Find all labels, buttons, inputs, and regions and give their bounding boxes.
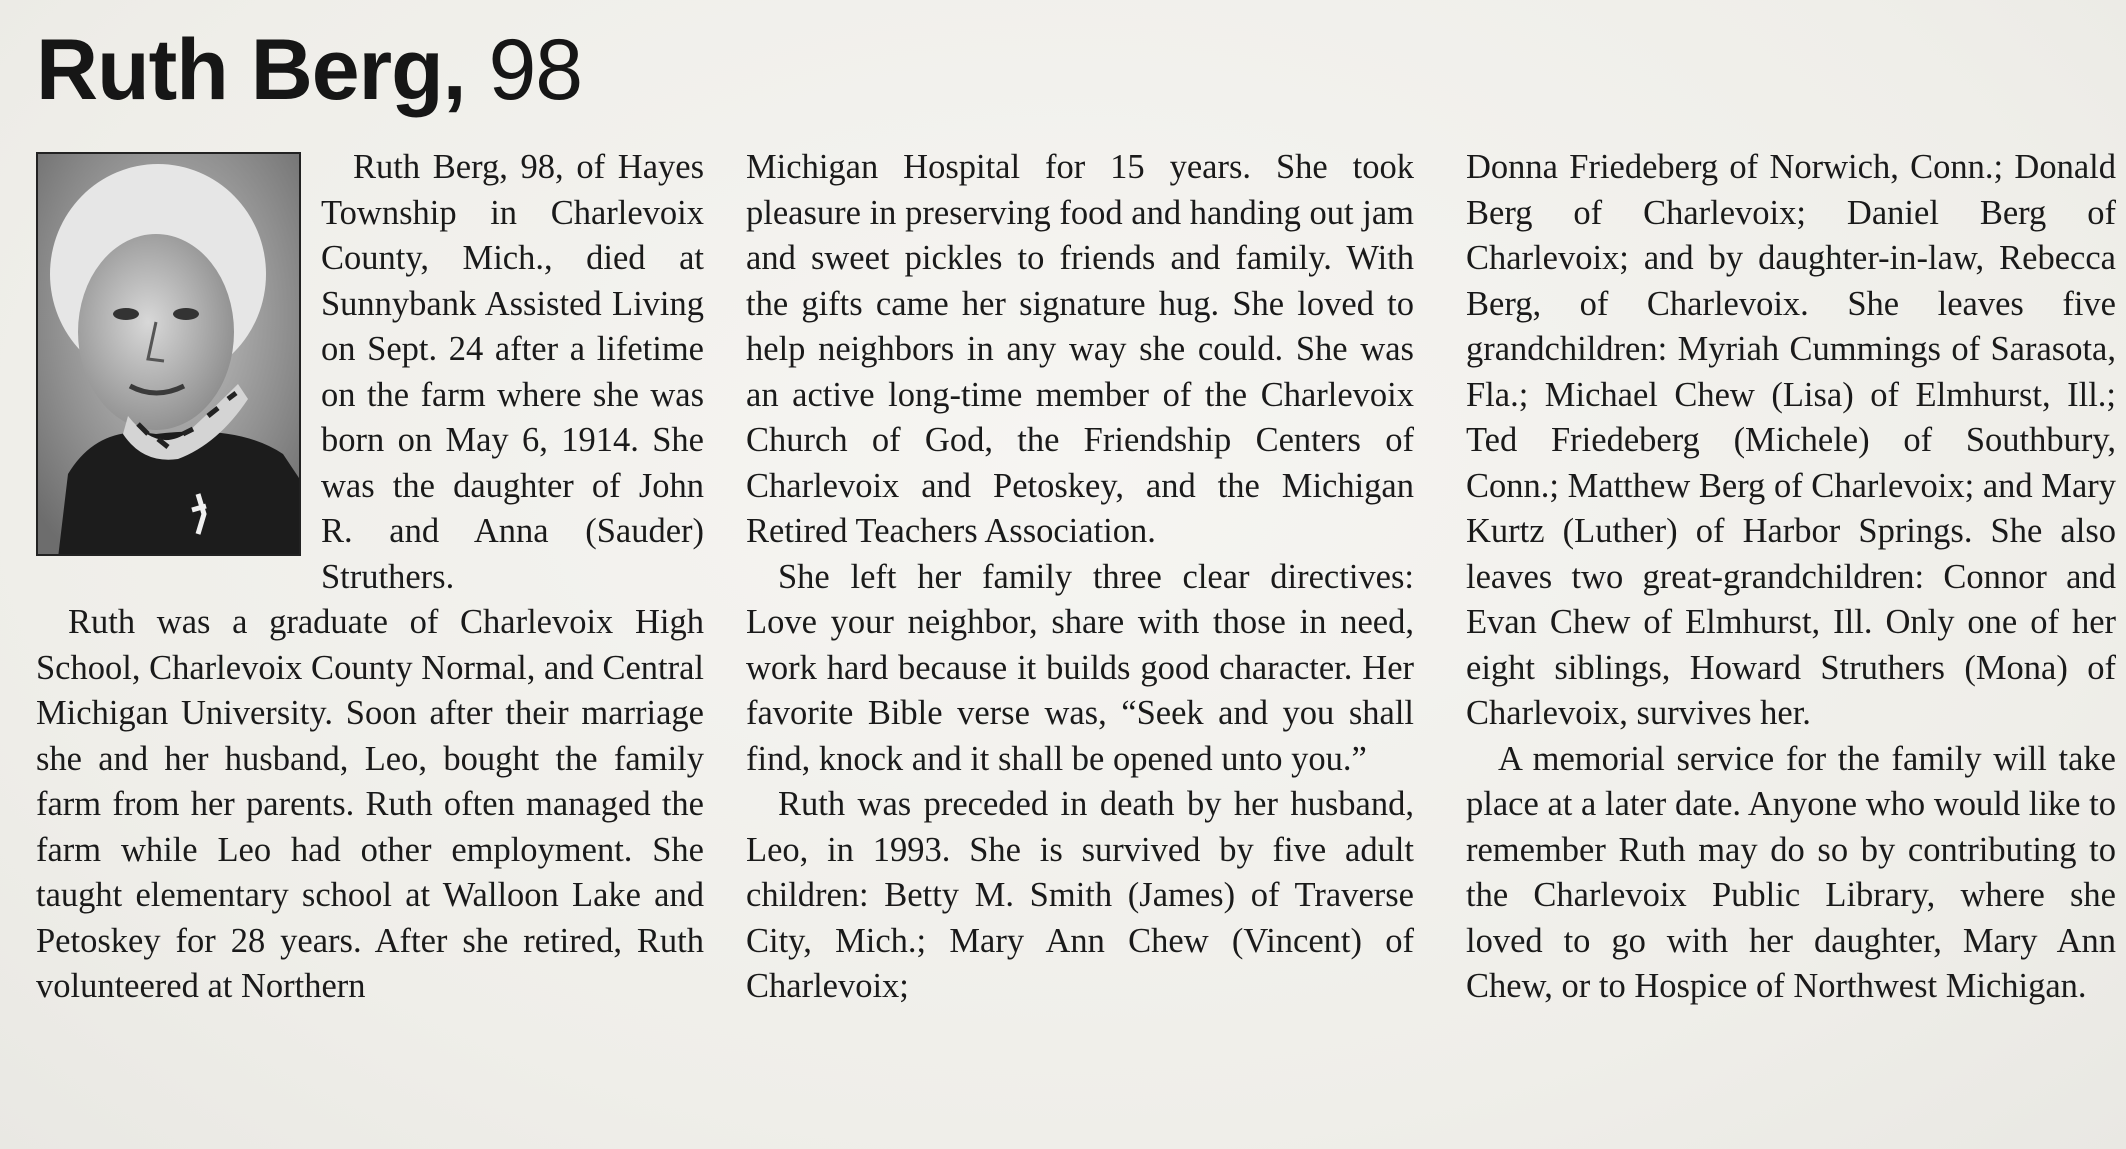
obituary-headline (36, 20, 582, 120)
article-column-1 (36, 145, 704, 1145)
paragraph: Ruth was a graduate of Charlevoix High School, Charlevoix County Normal, and Central Michigan University. Soon after their marriage she and her husband, Leo, bought the family farm from her parents. Ruth often managed the farm while Leo had other employment. She taught elementary school at Walloon Lake and Petoskey for 28 years. After she retired, Ruth volunteered at Northern (36, 603, 704, 1005)
article-column-3 (1466, 145, 2116, 1010)
headline-name: Ruth Berg, (36, 22, 466, 118)
paragraph: Ruth Berg, 98, of Hayes Township in Charlevoix County, Mich., died at Sunnybank Assisted Living on Sept. 24 after a lifetime on the farm where she was born on May 6, 1914. She was the daughter of John R. and Anna (Sauder) Struthers. (321, 148, 704, 596)
paragraph: Ruth was preceded in death by her husband, Leo, in 1993. She is survived by five adult children: Betty M. Smith (James) of Traverse City, Mich.; Mary Ann Chew (Vincent) of Charlevoix; (746, 785, 1414, 1005)
paragraph: Michigan Hospital for 15 years. She took pleasure in preserving food and handing out jam and sweet pickles to friends and family. With the gifts came her signature hug. She loved to help neighbors in any way she could. She was an active long-time member of the Charlevoix Church of God, the Friendship Centers of Charlevoix and Petoskey, and the Michigan Retired Teachers Association. (746, 148, 1414, 550)
headline-age: 98 (488, 22, 583, 118)
paragraph: She left her family three clear directives: Love your neighbor, share with those in need, work hard because it builds good character. Her favorite Bible verse was, “Seek and you shall find, knock and it shall be opened unto you.” (746, 557, 1414, 778)
paragraph: A memorial service for the family will take place at a later date. Anyone who would like to remember Ruth may do so by contributing to the Charlevoix Public Library, where she loved to go with her daughter, Mary Ann Chew, or to Hospice of Northwest Michigan. (1466, 739, 2116, 1005)
paragraph: Donna Friedeberg of Norwich, Conn.; Donald Berg of Charlevoix; Daniel Berg of Charlevoix; and by daughter-in-law, Rebecca Berg, of Charlevoix. She leaves five grandchildren: Myriah Cummings of Sarasota, Fla.; Michael Chew (Lisa) of Elmhurst, Ill.; Ted Friedeberg (Michele) of Southbury, Conn.; Matthew Berg of Charlevoix; and Mary Kurtz (Luther) of Harbor Springs. She also leaves two great-grandchildren: Connor and Evan Chew of Elmhurst, Ill. Only one of her eight siblings, Howard Struthers (Mona) of Charlevoix, survives her. (1466, 148, 2116, 732)
article-column-2 (746, 145, 1414, 1010)
